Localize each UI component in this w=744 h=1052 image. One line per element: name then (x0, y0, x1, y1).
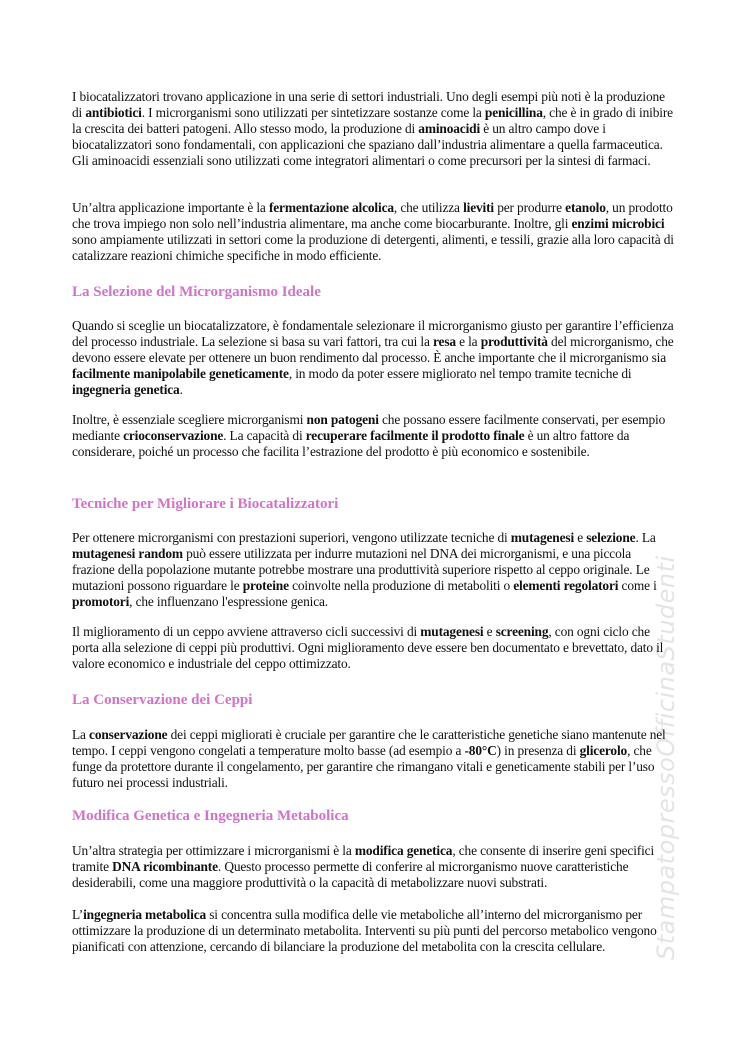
bold-term: produttività (480, 333, 548, 349)
paragraph (72, 843, 676, 891)
text-run: , in modo da poter essere migliorato nel tempo tramite tecniche di (288, 365, 632, 381)
watermark: StampatopressoOfficinaStudenti (652, 555, 680, 960)
paragraph (72, 727, 676, 791)
bold-term: DNA ricombinante (112, 858, 218, 874)
bold-term: recuperare facilmente il prodotto finale (305, 427, 525, 443)
bold-term: non patogeni (306, 412, 379, 427)
bold-term: conservazione (89, 727, 168, 742)
text-run: . (179, 381, 183, 397)
text-run: , con ogni ciclo che porta alla selezione di ceppi più produttivi. Ogni miglioramento deve essere ben documentato e brevettato, dato il valore economico e industriale del ceppo ottimizzato. (72, 624, 664, 671)
text-run: Per ottenere microrganismi con prestazioni superiori, vengono utilizzate tecniche di (72, 530, 511, 545)
text-run: , che utilizza (393, 200, 464, 215)
bold-term: crioconservazione (123, 427, 224, 443)
text-run: L’ (72, 907, 84, 922)
text-run: . I microrganismi sono utilizzati per sintetizzare sostanze come la (141, 104, 485, 120)
text-run: . La (635, 530, 656, 545)
bold-term: mutagenesi (510, 530, 575, 545)
text-run: per produrre (494, 200, 566, 215)
bold-term: modifica genetica (354, 843, 453, 858)
text-run: Quando si sceglie un biocatalizzatore, è fondamentale selezionare il microrganismo giusto per garantire l’efficienza del processo industriale. La selezione si basa su vari fattori, tra cui la (72, 318, 674, 349)
bold-term: screening (495, 624, 549, 639)
text-run: . La capacità di (223, 427, 306, 443)
text-run: è un altro campo dove i biocatalizzatori sono fondamentali, con applicazioni che spaziano dall’industria alimentare a quella farmaceutica. Gli aminoacidi essenziali sono utilizzati come integratori alimentari o come precursori per la sintesi di farmaci. (72, 120, 663, 168)
text-run: , che è in grado di inibire la crescita dei batteri patogeni. Allo stesso modo, la produzione di (72, 104, 673, 136)
bold-term: enzimi microbici (571, 215, 665, 231)
text-run: , che consente di inserire geni specifici tramite (72, 843, 655, 874)
text-run: , che influenzano l'espressione genica. (129, 593, 329, 609)
section-heading: La Conservazione dei Ceppi (72, 692, 253, 708)
bold-term: resa (432, 333, 456, 349)
text-run: Inoltre, è essenziale scegliere microrganismi (72, 412, 307, 427)
bold-term: mutagenesi random (72, 545, 183, 561)
text-run: si concentra sulla modifica delle vie metaboliche all’interno del microrganismo per ottimizzare la produzione di un determinato metabolita. Interventi su più punti del percorso metabolico vengono pianificati con attenzione, cercando di bilanciare la produzione del metabolita con la crescita cellulare. (72, 907, 657, 954)
paragraph (72, 907, 676, 955)
bold-term: etanolo (565, 200, 606, 215)
text-run: Un’altra applicazione importante è la (72, 200, 269, 215)
text-run: dei ceppi migliorati è cruciale per garantire che le caratteristiche genetiche siano mantenute nel tempo. I ceppi vengono congelati a temperature molto basse (ad esempio a (72, 727, 666, 758)
text-run: . Questo processo permette di conferire al microrganismo nuove caratteristiche desiderabili, come una maggiore produttività o la capacità di metabolizzare nuovi substrati. (72, 858, 629, 890)
text-run: e (574, 530, 587, 545)
bold-term: fermentazione alcolica (268, 200, 394, 215)
bold-term: mutagenesi (420, 624, 484, 639)
text-run: del microrganismo, che devono essere elevate per ottenere un buon rendimento dal processo. È anche importante che il microrganismo sia (72, 333, 674, 365)
section-heading: La Selezione del Microrganismo Ideale (72, 284, 321, 300)
bold-term: lieviti (463, 200, 494, 215)
text-run: , che funge da protettore durante il congelamento, per garantire che rimangano vitali e geneticamente stabili per l’uso futuro nei processi industriali. (72, 742, 655, 790)
bold-term: -80°C (464, 742, 497, 758)
paragraph (72, 89, 676, 169)
paragraph (72, 318, 676, 398)
text-run: ) in presenza di (496, 742, 580, 758)
bold-term: aminoacidi (418, 120, 481, 136)
text-run: sono ampiamente utilizzati in settori come la produzione di detergenti, alimenti, e tessili, grazie alla loro capacità di catalizzare reazioni chimiche specifiche in modo efficiente. (72, 231, 674, 263)
paragraph (72, 412, 676, 460)
bold-term: penicillina (484, 104, 543, 120)
text-run: Un’altra strategia per ottimizzare i microrganismi è la (72, 843, 355, 858)
text-run: è un altro fattore da considerare, poiché un processo che facilita l’estrazione del prodotto è più economico e sostenibile. (72, 427, 630, 459)
text-run: Il miglioramento di un ceppo avviene attraverso cicli successivi di (72, 624, 421, 639)
paragraph (72, 200, 676, 264)
bold-term: elementi regolatori (513, 577, 619, 593)
paragraph (72, 530, 676, 610)
text-run: La (72, 727, 90, 742)
section-heading: Tecniche per Migliorare i Biocatalizzatori (72, 496, 339, 512)
text-run: può essere utilizzata per indurre mutazioni nel DNA dei microrganismi, e una piccola frazione della popolazione mutante potrebbe mostrare una produttività superiore rispetto al ceppo originale. Le mutazioni possono riguardare le (72, 545, 650, 593)
bold-term: selezione (586, 530, 636, 545)
bold-term: proteine (242, 577, 289, 593)
text-run: che possano essere facilmente conservati, per esempio mediante (72, 412, 666, 443)
bold-term: antibiotici (85, 104, 142, 120)
text-run: e (483, 624, 496, 639)
text-run: come i (618, 577, 657, 593)
bold-term: promotori (72, 593, 130, 609)
bold-term: facilmente manipolabile geneticamente (72, 365, 289, 381)
bold-term: ingegneria metabolica (83, 907, 207, 922)
text-run: , un prodotto che trova impiego non solo nell’industria alimentare, ma anche come biocarburante. Inoltre, gli (72, 200, 673, 231)
paragraph (72, 624, 676, 672)
text-run: e la (455, 333, 481, 349)
text-run: coinvolte nella produzione di metaboliti o (288, 577, 514, 593)
text-run: I biocatalizzatori trovano applicazione in una serie di settori industriali. Uno degli esempi più noti è la produzione di (72, 89, 665, 120)
bold-term: ingegneria genetica (72, 381, 180, 397)
section-heading: Modifica Genetica e Ingegneria Metabolica (72, 808, 349, 824)
bold-term: glicerolo (579, 742, 628, 758)
